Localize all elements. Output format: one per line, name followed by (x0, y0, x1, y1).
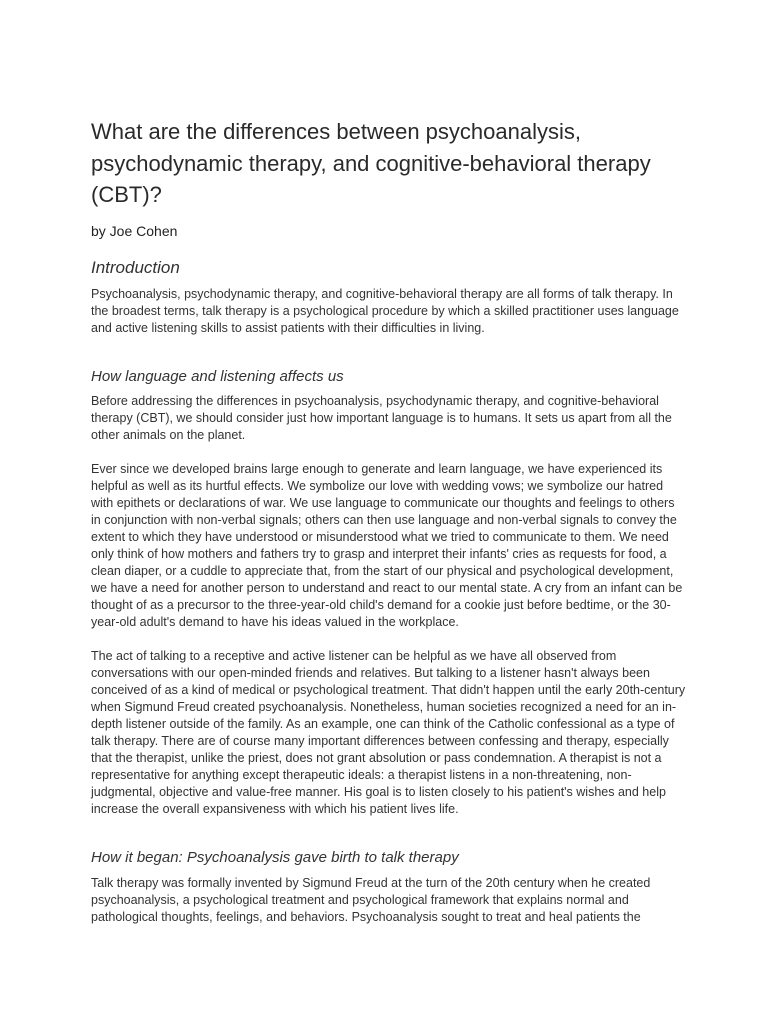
author-byline: by Joe Cohen (91, 222, 178, 239)
paragraph-introduction: Psychoanalysis, psychodynamic therapy, and cognitive-behavioral therapy are all forms of talk therapy. In the broadest terms, talk therapy is a psychological procedure by which a skilled practitioner uses language and active listening skills to assist patients with their difficulties in living. (91, 286, 679, 335)
paragraph-language-2: Ever since we developed brains large enough to generate and learn language, we have experienced its helpful as well as its hurtful effects. We symbolize our love with wedding vows; we symbolize our hatred with epithets or declarations of war. We use language to communicate our thoughts and feelings to others in conjunction with non-verbal signals; others can then use language and non-verbal signals to convey the extent to which they have understood or misunderstood what we tried to communicate to them. We need only think of how mothers and fathers try to grasp and interpret their infants' cries as requests for food, a clean diaper, or a cuddle to appreciate that, from the start of our physical and psychological development, we have a need for another person to understand and react to our mental state. A cry from an infant can be thought of as a precursor to the three-year-old child's demand for a cookie just before bedtime, or the 30-year-old adult's demand to have his ideas valued in the workplace. (91, 461, 683, 629)
paragraph-language-3: The act of talking to a receptive and active listener can be helpful as we have all observed from conversations with our open-minded friends and relatives. But talking to a listener hasn't always been conceived of as a kind of medical or psychological treatment. That didn't happen until the early 20th-century when Sigmund Freud created psychoanalysis. Nonetheless, human societies recognized a need for an in-depth listener outside of the family. As an example, one can think of the Catholic confessional as a type of talk therapy. There are of course many important differences between confessing and therapy, especially that the therapist, unlike the priest, does not grant absolution or pass condemnation. A therapist is not a representative for anything except therapeutic ideals: a therapist listens in a non-threatening, non-judgmental, objective and value-free manner. His goal is to listen closely to his patient's wishes and help increase the overall expansiveness with which his patient lives life. (91, 648, 686, 816)
section-heading-how-it-began: How it began: Psychoanalysis gave birth to talk therapy (91, 848, 459, 866)
document-title: What are the differences between psychoanalysis, psychodynamic therapy, and cognitive-behavioral therapy (CBT)? (91, 119, 651, 207)
section-heading-introduction: Introduction (91, 257, 180, 277)
section-heading-language: How language and listening affects us (91, 367, 344, 385)
paragraph-how-it-began-1: Talk therapy was formally invented by Sigmund Freud at the turn of the 20th century when he created psychoanalysis, a psychological treatment and psychological framework that explains normal and pathological thoughts, feelings, and behaviors. Psychoanalysis sought to treat and heal patients the (91, 875, 651, 924)
paragraph-language-1: Before addressing the differences in psychoanalysis, psychodynamic therapy, and cognitive-behavioral therapy (CBT), we should consider just how important language is to humans. It sets us apart from all the other animals on the planet. (91, 393, 672, 442)
